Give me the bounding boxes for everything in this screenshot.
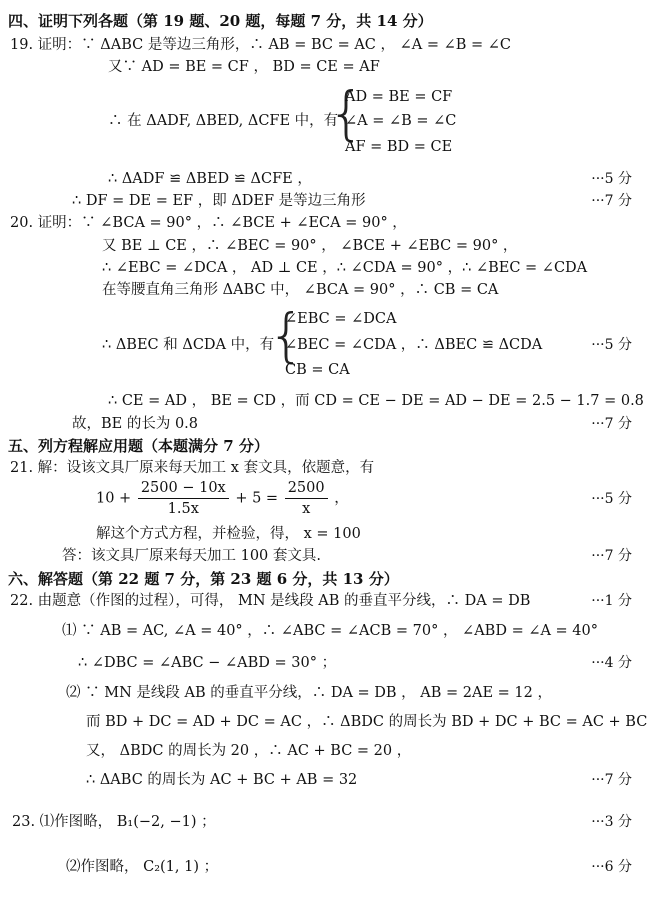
q21-line-1: 21. 解：设该文具厂原来每天加工 x 套文具，依题意，有 [10, 460, 375, 476]
q20-score-7: ···7 分 [591, 416, 632, 432]
q21-score-7: ···7 分 [591, 548, 632, 564]
q20-line-5: ∴ ΔBEC 和 ΔCDA 中，有 [102, 337, 275, 353]
q20-line-2: 又 BE ⊥ CE ，∴ ∠BEC = 90° ， ∠BCE + ∠EBC = 90° ， [102, 238, 518, 254]
q21-fraction-1 [138, 478, 229, 519]
q21-eq-lead: 10 + [96, 490, 132, 507]
q22-line-4: ⑵ ∵ MN 是线段 AB 的垂直平分线，∴ DA = DB ， AB = 2AE = 12 ， [66, 685, 552, 701]
q19-line-5: ∴ DF = DE = EF ，即 ΔDEF 是等边三角形 [72, 193, 366, 209]
q21-fraction-2-den: x [302, 501, 311, 517]
q21-line-2: 解这个方式方程，并检验，得， x = 100 [96, 526, 361, 542]
q20-line-1: 20. 证明：∵ ∠BCA = 90° ，∴ ∠BCE + ∠ECA = 90° ， [10, 215, 407, 231]
q21-fraction-2 [285, 478, 328, 519]
q23-score-3: ···3 分 [591, 814, 632, 830]
q22-line-3: ∴ ∠DBC = ∠ABC − ∠ABD = 30° ； [78, 655, 337, 671]
q21-eq-end: ， [334, 490, 349, 507]
q22-line-6: 又， ΔBDC 的周长为 20 ，∴ AC + BC = 20 ， [86, 743, 412, 759]
q19-system-2: ∠A = ∠B = ∠C [345, 113, 457, 129]
q23-line-1: 23. ⑴作图略， B₁(−2, −1) ； [12, 814, 216, 830]
q21-score-5: ···5 分 [591, 491, 632, 507]
q19-system-1: AD = BE = CF [345, 89, 453, 105]
q19-system-3: AF = BD = CE [345, 139, 453, 155]
q20-system-1: ∠EBC = ∠DCA [285, 311, 397, 327]
q21-eq-mid: + 5 = [235, 490, 279, 507]
q20-system-2: ∠BEC = ∠CDA ，∴ ΔBEC ≌ ΔCDA [285, 337, 543, 353]
q19-score-7: ···7 分 [591, 193, 632, 209]
q23-score-6: ···6 分 [591, 859, 632, 875]
q21-equation [96, 478, 349, 519]
q20-line-3: ∴ ∠EBC = ∠DCA ， AD ⊥ CE ，∴ ∠CDA = 90° ，∴ ∠BEC = ∠CDA [102, 260, 588, 276]
q22-score-1: ···1 分 [591, 593, 632, 609]
q19-line-3: ∴ 在 ΔADF, ΔBED, ΔCFE 中，有 [108, 113, 339, 129]
q19-brace: { [328, 79, 365, 147]
q22-line-1: 22. 由题意（作图的过程），可得， MN 是线段 AB 的垂直平分线，∴ DA = DB [10, 593, 531, 609]
q20-score-5: ···5 分 [591, 337, 632, 353]
q21-line-3: 答：该文具厂原来每天加工 100 套文具. [62, 548, 322, 564]
q21-fraction-1-num: 2500 − 10x [138, 478, 229, 499]
q20-line-6: ∴ CE = AD ， BE = CD ，而 CD = CE − DE = AD − DE = 2.5 − 1.7 = 0.8 [108, 393, 644, 409]
q23-line-2: ⑵作图略， C₂(1, 1) ； [66, 859, 219, 875]
q19-line-4: ∴ ΔADF ≌ ΔBED ≌ ΔCFE ， [108, 171, 312, 187]
section-4-title: 四、证明下列各题（第 19 题、20 题，每题 7 分，共 14 分） [8, 12, 433, 30]
q19-line-2: 又∵ AD = BE = CF ， BD = CE = AF [108, 59, 380, 75]
q22-score-7: ···7 分 [591, 772, 632, 788]
q20-brace: { [268, 301, 305, 369]
section-5-title: 五、列方程解应用题（本题满分 7 分） [8, 437, 269, 455]
q20-line-4: 在等腰直角三角形 ΔABC 中， ∠BCA = 90° ，∴ CB = CA [102, 282, 499, 298]
q22-score-4: ···4 分 [591, 655, 632, 671]
q20-system-3: CB = CA [285, 362, 350, 378]
q20-line-7: 故，BE 的长为 0.8 [72, 416, 199, 432]
q21-fraction-1-den: 1.5x [167, 501, 199, 517]
q22-line-7: ∴ ΔABC 的周长为 AC + BC + AB = 32 [86, 772, 358, 788]
q22-line-5: 而 BD + DC = AD + DC = AC ，∴ ΔBDC 的周长为 BD + DC + BC = AC + BC [86, 714, 648, 730]
q21-fraction-2-num: 2500 [285, 478, 328, 499]
section-6-title: 六、解答题（第 22 题 7 分，第 23 题 6 分，共 13 分） [8, 570, 399, 588]
q19-line-1: 19. 证明：∵ ΔABC 是等边三角形，∴ AB = BC = AC ， ∠A = ∠B = ∠C [10, 37, 512, 53]
q22-line-2: ⑴ ∵ AB = AC, ∠A = 40° ，∴ ∠ABC = ∠ACB = 70° ， ∠ABD = ∠A = 40° [62, 623, 599, 639]
q19-score-5: ···5 分 [591, 171, 632, 187]
